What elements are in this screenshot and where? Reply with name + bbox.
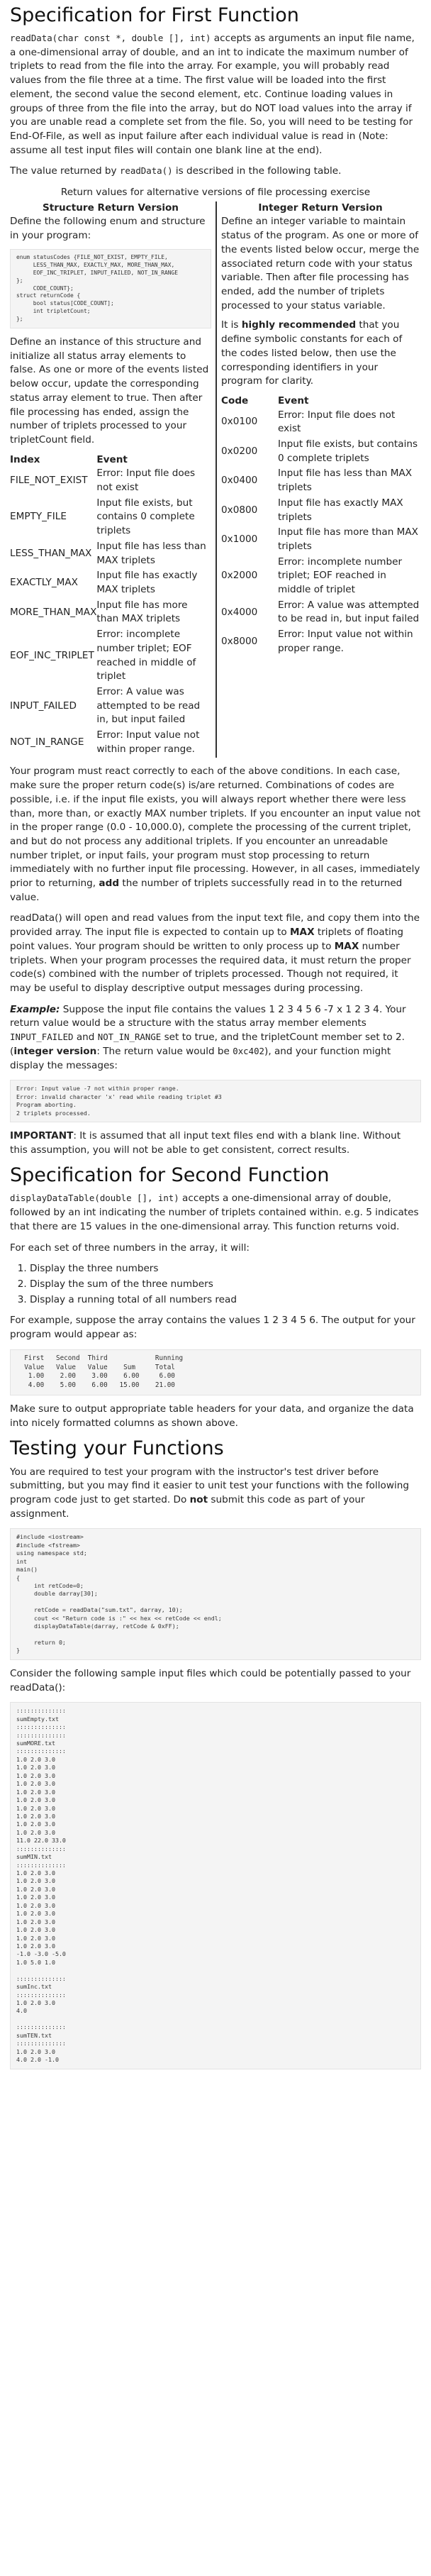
recommend-emphasis: highly recommended (241, 319, 357, 331)
event-cell: Input file has more than MAX triplets (96, 599, 188, 625)
structure-version-text2: Define an instance of this structure and initialize all status array elements to false. As one or more of the events listed below occur, update the corresponding status array element to true. Then after file processing has ended, assign the number of triplets processed to your tripletCount field. (10, 336, 209, 446)
code-cell: 0x0400 (221, 475, 258, 487)
important-text: : It is assumed that all input text files end with a blank line. Without this assumption, you will not be able to get consistent, correct results. (10, 1129, 401, 1156)
table-row (221, 526, 420, 555)
section3-intro-a: You are required to test your program with the instructor's test driver before submitting, but you may find it easier to unit test your functions with the following program code just to get started. Do (10, 1466, 409, 1505)
sample-files-lead: Consider the following sample input files which could be potentially passed to your readData(): (10, 1667, 411, 1693)
event-cell: Input file has less than MAX triplets (278, 468, 413, 494)
table-row (221, 438, 420, 467)
table-row (10, 729, 211, 758)
return-note-code: readData() (119, 165, 173, 177)
recommend-pre: It is (221, 319, 242, 331)
section3-not: not (189, 1493, 208, 1505)
event-cell: Input file has exactly MAX triplets (96, 570, 198, 595)
example-text-e: : The return value would be (96, 1045, 233, 1057)
response-text-c: the number of triplets successfully read in to the returned value. (10, 878, 403, 903)
event-cell: Input file has exactly MAX triplets (278, 497, 403, 523)
table-row (221, 467, 420, 496)
read-text-e: number triplets. When your program processes the required data, it must return the proper code(s) combined with the number of triplets processed. Though not required, it may be useful to display descriptive output messages during processing. (10, 940, 411, 994)
index-cell: EOF_INC_TRIPLET (10, 649, 94, 661)
table-row (221, 409, 420, 438)
table-row (10, 497, 211, 540)
event-cell: Error: Input file does not exist (278, 409, 396, 435)
structure-version-text: Define the following enum and structure in your program: (10, 216, 206, 242)
table-row (221, 555, 420, 599)
important-note (10, 1129, 421, 1157)
integer-version-column (217, 201, 420, 758)
example-text-c: set to true, and the tripletCount member set to 2. ( (10, 1032, 405, 1057)
index-header: Index (10, 453, 40, 465)
steps-list (10, 1262, 421, 1307)
event-cell: Error: Input value not within proper range. (278, 629, 413, 654)
section3-intro-c: submit this code as part of your assignment. (10, 1493, 365, 1520)
response-paragraph (10, 765, 421, 905)
important-label: IMPORTANT (10, 1129, 74, 1141)
readdata-signature: readData(char const *, double [], int) (10, 33, 211, 44)
table-row (10, 599, 211, 628)
table-row (10, 467, 211, 496)
code-cell: 0x0100 (221, 416, 258, 428)
event-cell: Error: incomplete number triplet; EOF reached in middle of triplet (96, 629, 196, 682)
code-cell: 0x0200 (221, 445, 258, 457)
recommend-post: that you define symbolic constants for each of the codes listed below, then use the corresponding identifiers in your program for clarity. (221, 319, 403, 387)
code-cell: 0x4000 (221, 606, 258, 618)
example-code-input-failed: INPUT_FAILED (10, 1032, 74, 1043)
event-cell: Error: incomplete number triplet; EOF reached in middle of triplet (278, 555, 403, 596)
section2-intro-text: accepts a one-dimensional array of double, followed by an int indicating the number of triplets contained within. e.g. 5 indicates that there are 15 values in the one-dimensional array. This function returns void. (10, 1193, 419, 1232)
event-header: Event (278, 394, 309, 407)
event-cell: Error: Input file does not exist (96, 468, 196, 494)
read-max-2: MAX (334, 940, 359, 952)
example-output-block: Error: Input value -7 not within proper range. Error: invalid character 'x' read while reading triplet #3 Program aborting. 2 triplets processed. (10, 1080, 421, 1122)
integer-version-text: Define an integer variable to maintain status of the program. As one or more of the events listed below occur, merge the associated return code with your status variable. Then after file processing has ended, add the number of triplets processed to your status variable. (221, 216, 420, 311)
section1-title: Specification for First Function (10, 4, 299, 26)
list-item: 1. Display the three numbers (30, 1262, 421, 1276)
return-note-pre: The value returned by (10, 165, 120, 177)
section3-title: Testing your Functions (10, 1437, 224, 1460)
code-header: Code (221, 394, 249, 407)
return-versions-table (10, 201, 421, 758)
read-max-1: MAX (290, 927, 315, 939)
section2-intro (10, 1192, 421, 1234)
structure-version-column (10, 201, 217, 758)
integer-version-text2 (221, 319, 420, 389)
example-text-f: ), and your function might display the messages: (10, 1045, 391, 1071)
enum-struct-code: enum statusCodes {FILE_NOT_EXIST, EMPTY_FILE, LESS_THAN_MAX, EXACTLY_MAX, MORE_THAN_MAX, EOF_INC_TRIPLET, INPUT_FAILED, NOT_IN_RANGE }; CODE_COUNT}; struct returnCode { bool status[CODE_COUNT]; int tripletCount; }; (10, 249, 211, 328)
example-return-value: 0xc402 (233, 1045, 265, 1056)
integer-version-heading: Integer Return Version (258, 201, 383, 214)
event-cell: Error: A value was attempted to be read in, but input failed (96, 685, 201, 726)
event-cell: Input file exists, but contains 0 complete triplets (278, 438, 418, 464)
table-row (10, 628, 211, 685)
read-text-c: triplets of floating point values. Your program should be written to only process up to (10, 927, 404, 952)
return-note-post: is described in the following table. (172, 165, 342, 177)
example-label: Example: (10, 1003, 60, 1015)
read-text-a: readData() will open and read values from the input text file, and copy them into the provided array. The input file is expected to contain up to (10, 912, 420, 939)
code-cell: 0x1000 (221, 534, 258, 546)
section2-example-lead: For example, suppose the array contains the values 1 2 3 4 5 6. The output for your program would appear as: (10, 1315, 415, 1341)
example-text-b: and (73, 1032, 98, 1044)
event-cell: Input file exists, but contains 0 complete triplets (96, 497, 195, 537)
event-cell: Error: Input value not within proper range. (96, 729, 200, 755)
index-cell: EMPTY_FILE (10, 511, 67, 523)
index-cell: FILE_NOT_EXIST (10, 475, 88, 487)
table-row (221, 599, 420, 628)
event-header: Event (96, 453, 128, 465)
code-cell: 0x2000 (221, 570, 258, 582)
index-cell: LESS_THAN_MAX (10, 547, 92, 559)
table-row (10, 540, 211, 569)
example-paragraph (10, 1003, 421, 1073)
table-row (10, 569, 211, 598)
example-text-a: Suppose the input file contains the values 1 2 3 4 5 6 -7 x 1 2 3 4. Your return value would be a structure with the status array member elements (10, 1003, 406, 1029)
index-cell: NOT_IN_RANGE (10, 736, 84, 748)
code-cell: 0x8000 (221, 636, 258, 648)
response-emphasis: add (99, 878, 120, 890)
return-value-note (10, 165, 421, 179)
index-cell: MORE_THAN_MAX (10, 606, 97, 618)
code-cell: 0x0800 (221, 504, 258, 516)
list-item: 3. Display a running total of all numbers read (30, 1293, 421, 1308)
table-row (221, 628, 420, 657)
index-cell: INPUT_FAILED (10, 700, 77, 712)
code-event-table (221, 394, 420, 658)
display-signature: displayDataTable(double [], int) (10, 1193, 179, 1204)
event-cell: Error: A value was attempted to be read in, but input failed (278, 599, 420, 625)
driver-code-block: #include <iostream> #include <fstream> using namespace std; int main() { int retCode=0; double darray[30]; retCode = readData("sum.txt", darray, 10); cout << "Return code is :" << hex << retCode << endl; displayDataTable(darray, retCode & 0xFF); return 0; } (10, 1528, 421, 1660)
table-row (10, 685, 211, 729)
response-text-a: Your program must react correctly to each of the above conditions. In each case, make sure the proper return code(s) is/are returned. Combinations of codes are possible, i.e. if the input file exists, you will always report whether there were less than, more than, or exactly MAX number triplets. If you encounter an input value not in the proper range (0.0 - 10,000.0), complete the processing of the current triplet, and but do not process any additional triplets. If you encounter an unreadable number triplet, or input fails, your program must stop processing to return immediately with no further input file processing. However, in all cases, immediately prior to returning, (10, 765, 421, 890)
display-table-output: First Second Third Running Value Value Value Sum Total 1.00 2.00 3.00 6.00 6.00 4.00 5.00 6.00 15.00 21.00 (10, 1349, 421, 1395)
list-item: 2. Display the sum of the three numbers (30, 1278, 421, 1292)
readdata-paragraph (10, 912, 421, 995)
event-cell: Input file has more than MAX triplets (278, 526, 418, 552)
table-caption: Return values for alternative versions of file processing exercise (60, 187, 371, 199)
sample-files-block: :::::::::::::: sumEmpty.txt :::::::::::::: :::::::::::::: sumMORE.txt :::::::::::::: 1.0 2.0 3.0 1.0 2.0 3.0 1.0 2.0 3.0 1.0 2.0 3.0 1.0 2.0 3.0 1.0 2.0 3.0 1.0 2.0 3.0 1.0 2.0 3.0 1.0 2.0 3.0 1.0 2.0 3.0 11.0 22.0 33.0 :::::::::::::: sumMIN.txt :::::::::::::: 1.0 2.0 3.0 1.0 2.0 3.0 1.0 2.0 3.0 1.0 2.0 3.0 1.0 2.0 3.0 1.0 2.0 3.0 1.0 2.0 3.0 1.0 2.0 3.0 1.0 2.0 3.0 1.0 2.0 3.0 -1.0 -3.0 -5.0 1.0 5.0 1.0 :::::::::::::: sumInc.txt :::::::::::::: 1.0 2.0 3.0 4.0 :::::::::::::: sumTEN.txt :::::::::::::: 1.0 2.0 3.0 4.0 2.0 -1.0 (10, 1702, 421, 2069)
index-cell: EXACTLY_MAX (10, 577, 78, 589)
index-event-table (10, 453, 211, 758)
section2-title: Specification for Second Function (10, 1164, 330, 1187)
example-code-not-in-range: NOT_IN_RANGE (97, 1032, 162, 1043)
table-row (221, 497, 420, 526)
section3-intro (10, 1466, 421, 1522)
section1-intro (10, 32, 421, 157)
example-integer-version: integer version (13, 1045, 97, 1057)
section2-list-lead: For each set of three numbers in the array, it will: (10, 1242, 250, 1254)
structure-version-heading: Structure Return Version (42, 201, 179, 214)
event-cell: Input file has less than MAX triplets (96, 540, 206, 566)
section2-closing: Make sure to output appropriate table headers for your data, and organize the data into nicely formatted columns as shown above. (10, 1403, 414, 1429)
section1-intro-text: accepts as arguments an input file name, a one-dimensional array of double, and an int to indicate the maximum number of triplets to read from the file into the array. For example, you will probably read values from the file three at a time. The first value will be loaded into the first element, the second value the second element, etc. Continue loading values in groups of three from the file into the array, but do NOT load values into the array if you are unable read a complete set from the file. So, you will need to be testing for End-Of-File, as well as input failure after each individual value is read in (Note: assume all test input files will contain one blank line at the end). (10, 33, 415, 156)
